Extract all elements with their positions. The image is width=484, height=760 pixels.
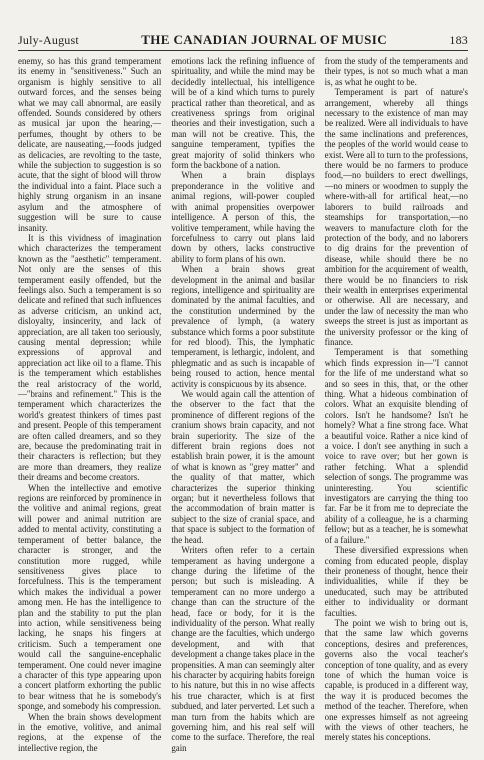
- paragraph: We would again call the attention of the observer to the fact that the prominence of different regions of the cranium shows brain capacity, and not brain superiority. The size of the different brain regions does not establish brain power, it is the amount of what is known as "grey matter" and the quality of that matter, which characterizes the superior thinking organ; but it nevertheless follows that the accommodation of brain matter is subject to the size of cranial space, and that space is subject to the formation of the head.: [171, 389, 315, 545]
- paragraph: When a brain shows great development in the animal and basilar regions, intelligence and spirituality are dominated by the animal faculties, and the constitution undermined by the prevalence of lymph, (a watery substance which forms a poor substitute for red blood). This, the lymphatic temperament, is lethargic, indolent, and phlegmatic and as such is incapable of being roused to action, hence mental activity is conspicuous by its absence.: [171, 264, 315, 389]
- journal-title: THE CANADIAN JOURNAL OF MUSIC: [141, 32, 388, 47]
- paragraph: Writers often refer to a certain temperament as having undergone a change during the lifetime of the person; but such is misleading. A temperament can no more undergo a change than can the structure of the head, face or body, for it is the individuality of the person. What really change are the faculties, which undergo development, and with that development a change takes place in the propensities. A man can seemingly alter his character by acquiring habits foreign to his nature, but this in no wise affects his true character, which is at first subdued, and later perverted. Let such a man turn from the habits which are governing him, and his real self will come to the surface. Therefore, the real gain: [171, 545, 315, 753]
- page-header: [18, 28, 468, 48]
- paragraph: from the study of the temperaments and their types, is not so much what a man is, as what he ought to be.: [324, 56, 468, 87]
- paragraph: When the intellective and emotive regions are reinforced by prominence in the volitive and animal regions, great will power and animal nutrition are added to mental activity, constituting a temperament of better balance, the character is stronger, and the constitution more rugged, while sensitiveness gives place to forcefulness. This is the temperament which makes the individual a power among men. He has the intelligence to plan and the stability to put the plan into action, while sensitiveness being lacking, he snaps his fingers at criticism. Such a temperament one would call the sanguine-encephalic temperament. One could never imagine a character of this type appearing upon a concert platform exhorting the public to bear witness that he is somebody's sponge, and somebody his compression.: [18, 482, 162, 712]
- paragraph: enemy, so has this grand temperament its enemy in "sensitiveness." Such an organism is highly sensitive to all outward forces, and the senses being what we may call abnormal, are easily offended. Sounds considered by others as musical jar upon the hearing,—perfumes, thought by others to be delicate, are nauseating,—foods judged as delicacies, are revolting to the taste, while the subjection to suggestion is so acute, that the sight of blood will throw the individual into a faint. Place such a highly strung organism in an insane asylum and the atmosphere of suggestion will be sure to cause insanity.: [18, 56, 162, 233]
- column-3: [325, 56, 468, 756]
- paragraph: When a brain displays preponderance in the volitive and animal regions, will-power coupled with animal propensities overpower intelligence. A person of this, the volitive temperament, while having the forcefulness to carry out plans laid down by others, lacks constructive ability to form plans of his own.: [171, 170, 315, 264]
- header-rule: [18, 50, 468, 51]
- paragraph: Temperament is part of nature's arrangement, whereby all things necessary to the existence of man may be realized. Were all individuals to have the same inclinations and preferences, the peoples of the world would cease to exist. Were all to turn to the professions, there would be no farmers to produce food,—no builders to erect dwellings,—no miners or woodmen to supply the where-with-all for artifical heat,—no laborers to build railroads and steamships for transportation,—no weavers to manufacture cloth for the protection of the body, and no laborers to dig drains for the prevention of disease, while should there be no ambition for the acquirement of wealth, there would be no financiers to risk their wealth in enterprises experimental or otherwise. All are necessary, and under the law of necessity the man who sweeps the street is just as important as the university professor or the king of finance.: [324, 87, 468, 347]
- column-2: [171, 56, 314, 756]
- paragraph: It is this vividness of imagination which characterizes the temperament known as the "aesthetic" temperament. Not only are the senses of this temperament easily offended, but the feelings also. Such a temperament is so delicate and refined that such influences as adverse criticism, an unkind act, disloyalty, insincerity, and lack of appreciation, are all taken too seriously, causing mental depression; while expressions of approval and appreciation act like oil to a flame. This is the temperament which establishes the real aristocracy of the world,—"brains and refinement." This is the temperament which characterizes the world's greatest thinkers of times past and present. People of this temperament are often called dreamers, and so they are, because the predominating trait in their characters is reflection; but they are more than dreamers, they realize their dreams and become creators.: [18, 232, 162, 483]
- issue-date: July-August: [18, 33, 79, 47]
- column-1: [18, 56, 161, 756]
- paragraph: Temperament is that something which finds expression in—"I cannot for the life of me understand what so and so sees in this, that, or the other thing. What a hideous combination of colors. What an exquisite blending of colors. Isn't he handsome? Isn't he homely? What a fine strong face. What a beautiful voice. Rather a nice kind of a voice. I don't see anything in such a voice to rave over; but her gown is rather fetching. What a splendid selection of songs. The programme was uninteresting. You scientific investigators are carrying the thing too far. Far be it from me to depreciate the ability of a colleague, he is a charming fellow; but as a teacher, he is somewhat of a failure.": [324, 347, 468, 545]
- page-number: 183: [449, 33, 468, 47]
- paragraph: The point we wish to bring out is, that the same law which governs conceptions, desires and preferences, governs also the vocal teacher's conception of tone quality, and as every tone of which the human voice is capable, is produced in a different way, the way it is produced becomes the method of the teacher. Therefore, when one expresses himself as not agreeing with the views of other teachers, he merely states his conceptions.: [324, 617, 468, 743]
- paragraph: These diversified expressions when coming from educated people, display their proneness of thought, hence their individualities, while if they be uneducated, such may be attributed either to individuality or dormant faculties.: [324, 545, 468, 618]
- paragraph: When the brain shows development in the emotive, volitive, and animal regions, at the expense of the intellective region, the: [18, 711, 162, 753]
- article-body: [18, 56, 468, 756]
- paragraph: emotions lack the refining influence of spirituality, and while the mind may be decidedly intellectual, his intelligence will be of a kind which turns to purely practical rather than theoretical, and as creativeness springs from original theories and their investigation, such a man will not be creative. This, the sanguine temperament, typifies the great majority of solid thinkers who form the backbone of a nation.: [171, 56, 315, 171]
